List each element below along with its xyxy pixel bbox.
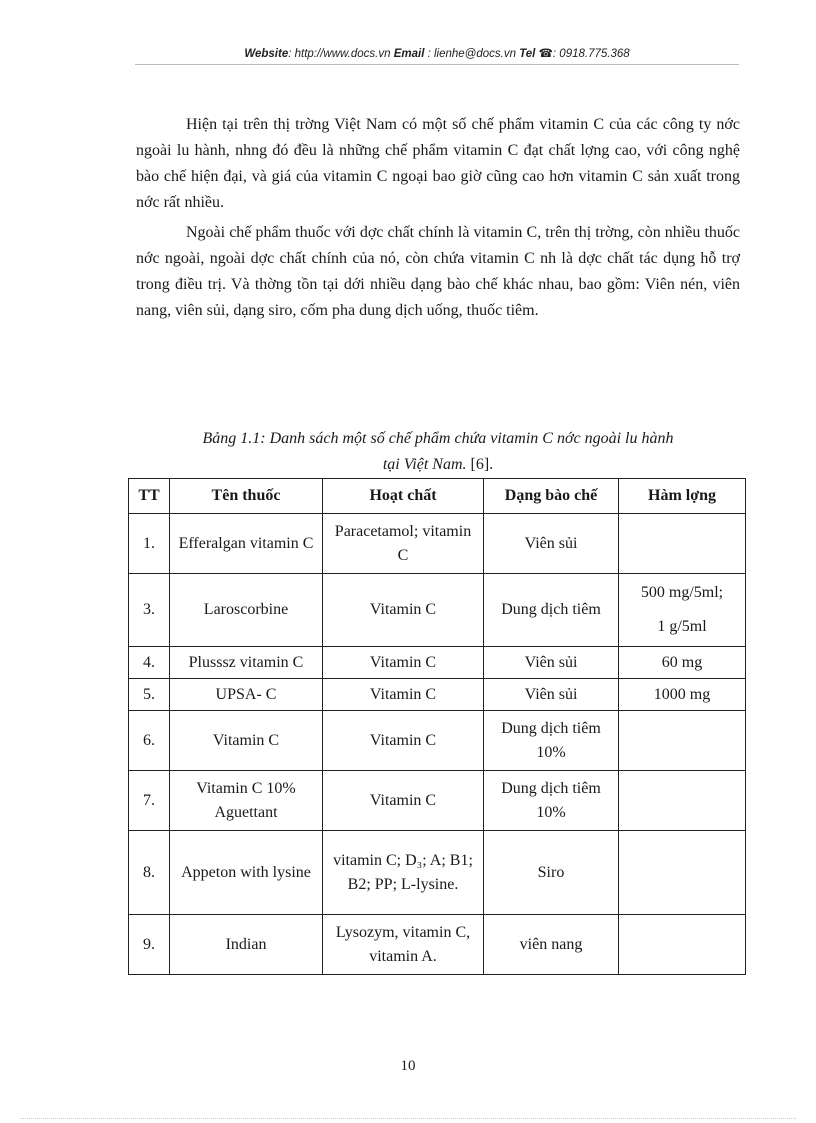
table-row: [129, 711, 746, 771]
table-row: [129, 514, 746, 574]
header-active: Hoạt chất: [323, 479, 484, 514]
cell-tt: 7.: [129, 771, 170, 831]
cell-tt: 5.: [129, 679, 170, 711]
cell-active: Paracetamol; vitamin C: [323, 514, 484, 574]
cell-tt: 9.: [129, 915, 170, 975]
caption-line-1: Bảng 1.1: Danh sách một số chế phẩm chứa vitamin C nớc ngoài lu hành: [202, 430, 674, 447]
cell-amount: [619, 514, 746, 574]
cell-active: vitamin C; D₃; A; B1; B2; PP; L-lysine.: [323, 831, 484, 915]
cell-name: Indian: [170, 915, 323, 975]
header-form: Dạng bào chế: [484, 479, 619, 514]
page-header: [135, 46, 739, 65]
cell-tt: 1.: [129, 514, 170, 574]
cell-form: Siro: [484, 831, 619, 915]
cell-amount: 1000 mg: [619, 679, 746, 711]
header-tt: TT: [129, 479, 170, 514]
table-row: [129, 771, 746, 831]
cell-active: Vitamin C: [323, 711, 484, 771]
table-row: [129, 831, 746, 915]
page-number: 10: [400, 1058, 416, 1074]
cell-form: Dung dịch tiêm 10%: [484, 771, 619, 831]
cell-form: Viên sủi: [484, 647, 619, 679]
email-label: Email: [393, 48, 425, 60]
cell-active: Vitamin C: [323, 771, 484, 831]
paragraph-2: Ngoài chế phẩm thuốc với dợc chất chính là vitamin C, trên thị trờng, còn nhiều thuốc nớc ngoài, ngoài dợc chất chính của nó, còn chứa vitamin C nh là dợc chất tác dụng hỗ trợ trong điều trị. Và thờng tồn tại dới nhiều dạng bào chế khác nhau, bao gồm: Viên nén, viên nang, viên sủi, dạng siro, cốm pha dung dịch uống, thuốc tiêm.: [136, 224, 740, 319]
cell-tt: 6.: [129, 711, 170, 771]
cell-amount: [619, 574, 746, 647]
cell-form: Dung dịch tiêm: [484, 574, 619, 647]
header-name: Tên thuốc: [170, 479, 323, 514]
cell-active: Vitamin C: [323, 574, 484, 647]
cell-name: Plusssz vitamin C: [170, 647, 323, 679]
body-text: [136, 112, 740, 328]
table-row: [129, 647, 746, 679]
table-header-row: [129, 479, 746, 514]
cell-tt: 8.: [129, 831, 170, 915]
header-amount: Hàm lợng: [619, 479, 746, 514]
cell-form: Viên sủi: [484, 514, 619, 574]
cell-active: Lysozym, vitamin C, vitamin A.: [323, 915, 484, 975]
table-row: [129, 574, 746, 647]
cell-name: Appeton with lysine: [170, 831, 323, 915]
cell-form: viên nang: [484, 915, 619, 975]
drug-table: [128, 478, 746, 975]
tel-value: ☎: 0918.775.368: [538, 48, 630, 60]
caption-line-2: [136, 452, 740, 478]
paragraph-1: Hiện tại trên thị trờng Việt Nam có một số chế phẩm vitamin C của các công ty nớc ngoài lu hành, nhng đó đều là những chế phẩm vitamin C đạt chất lợng cao, với công nghệ bào chế hiện đại, và giá của vitamin C ngoại bao giờ cũng cao hơn vitamin C sản xuất trong nớc rất nhiều.: [136, 116, 740, 211]
caption-reference: [6].: [466, 456, 494, 473]
website-value: : http://www.docs.vn: [288, 48, 391, 60]
table-row: [129, 679, 746, 711]
cell-amount: [619, 771, 746, 831]
cell-form: Dung dịch tiêm 10%: [484, 711, 619, 771]
cell-name: UPSA- C: [170, 679, 323, 711]
cell-name: Vitamin C 10% Aguettant: [170, 771, 323, 831]
amount-line-2: 1 g/5ml: [657, 618, 707, 635]
cell-amount: [619, 915, 746, 975]
amount-line-1: 500 mg/5ml;: [640, 584, 724, 601]
email-value: : lienhe@docs.vn: [427, 48, 516, 60]
website-label: Website: [244, 48, 289, 60]
cell-amount: [619, 711, 746, 771]
cell-form: Viên sủi: [484, 679, 619, 711]
cell-active: Vitamin C: [323, 679, 484, 711]
cell-amount: [619, 831, 746, 915]
cell-tt: 4.: [129, 647, 170, 679]
table-caption: [136, 426, 740, 478]
caption-location: tại Việt Nam.: [382, 456, 467, 473]
footer-divider: [20, 1118, 796, 1119]
tel-label: Tel: [519, 48, 536, 60]
cell-tt: 3.: [129, 574, 170, 647]
cell-active: Vitamin C: [323, 647, 484, 679]
cell-name: Laroscorbine: [170, 574, 323, 647]
cell-name: Efferalgan vitamin C: [170, 514, 323, 574]
table-row: [129, 915, 746, 975]
cell-name: Vitamin C: [170, 711, 323, 771]
cell-amount: 60 mg: [619, 647, 746, 679]
